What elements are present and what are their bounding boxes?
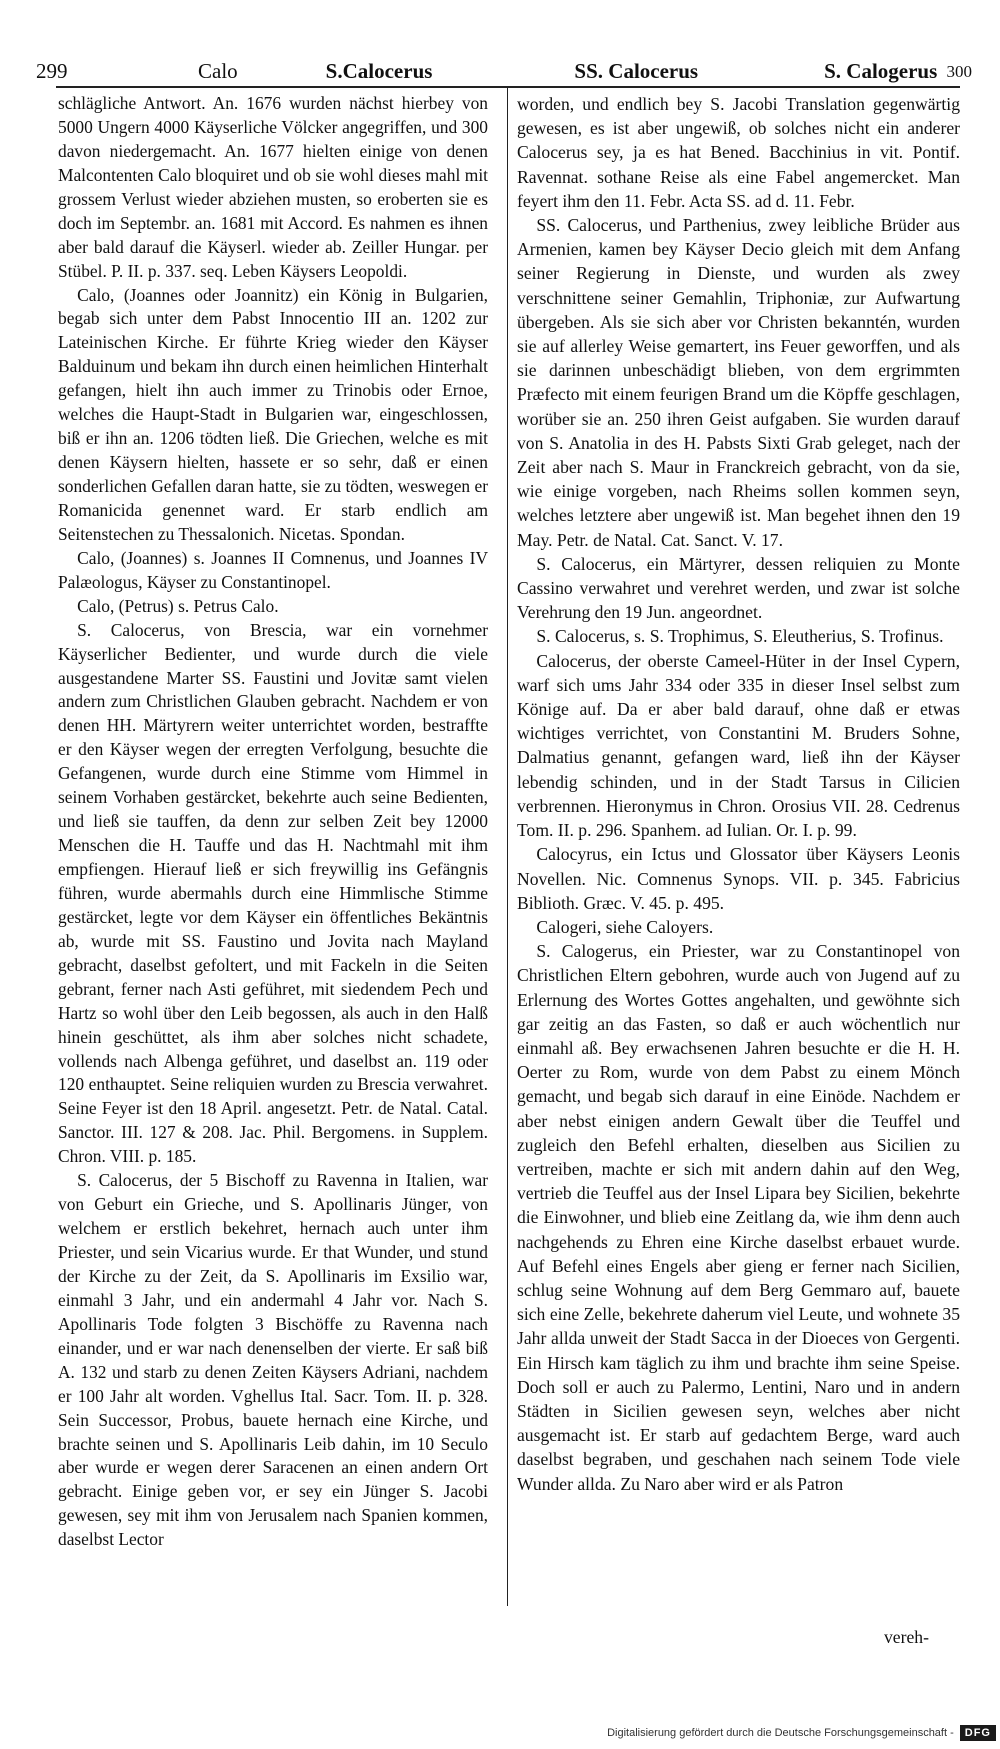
entry-paragraph: S. Calocerus, der 5 Bischoff zu Ravenna in Italien, war von Geburt ein Grieche, und S. Apollinaris Jünger, von welchem er erstlich bekehret, hernach auch unter ihm Priester, und sein Vicarius wurde. Er that Wunder, und stund der Kirche zu der Zeit, da S. Apollinaris im Exsilio war, einmahl 3 Jahr, und ein andermahl 4 Jahr vor. Nach S. Apollinaris Tode folgten 3 Bischöffe zu Ravenna nach einander, und er war nach denenselben der vierte. Er saß biß A. 132 und starb zu denen Zeiten Käysers Adriani, nachdem er 100 Jahr alt worden. Vghellus Ital. Sacr. Tom. II. p. 328. Sein Successor, Probus, bauete hernach eine Kirche, und brachte seinen und S. Apollinaris Leib dahin, im 10 Seculo aber wurde er wegen derer Saracenen an einen andern Ort gebracht. Einige geben vor, er sey ein Jünger S. Jacobi gewesen, sey mit ihm von Jerusalem nach Spanien kommen, daselbst Lector [58,1170,488,1550]
column-divider [507,86,508,1606]
header-keyword-left-2: S.Calocerus [325,59,433,83]
entry-paragraph: worden, und endlich bey S. Jacobi Translation gegenwärtig gewesen, es ist aber ungewiß, ob solches nicht ein anderer Calocerus sey, ja es hat Bened. Bacchinius in vit. Pontif. Ravennat. sothane Reise als eine Fabel angemercket. Man feyert ihm den 11. Febr. Acta SS. ad d. 11. Febr. [517,94,960,211]
entry-paragraph: Calo, (Petrus) s. Petrus Calo. [77,595,279,616]
entry-paragraph: schlägliche Antwort. An. 1676 wurden nächst hierbey von 5000 Ungern 4000 Käyserliche Völcker angegriffen, und 300 davon niedergemacht. An. 1677 hielten einige von denen Malcontenten Calo bloquiret und ob sie wohl dieses mahl mit grossem Verlust wieder abziehen musten, so eroberten sie es doch im Septembr. an. 1681 mit Accord. Es nahmen es ihnen aber bald darauf die Käyserl. wieder ab. Zeiller Hungar. per Stübel. P. II. p. 337. seq. Leben Käysers Leopoldi. [58,93,488,281]
entry-paragraph: S. Calocerus, von Brescia, war ein vornehmer Käyserlicher Bedienter, und wurde durch die viele ausgestandene Marter SS. Faustini und Jovitæ samt vielen andern zum Christlichen Glauben gebracht. Nachdem er von denen HH. Märtyrern weiter unterrichtet worden, bestraffte er den Käyser wegen der erregten Verfolgung, besuchte die Gefangenen, wurde durch eine Stimme vom Himmel in seinem Vorhaben gestärcket, bekehrte auch seine Bedienten, und ließ sie tauffen, da denn zur selben Zeit bey 12000 Menschen die H. Tauffe und das H. Nachtmahl mit ihm empfiengen. Hierauf ließ er sich freywillig ins Gefängnis führen, wurde abermahls durch eine Himmlische Stimme gestärcket, legte vor dem Käyser ein öffentliches Bekäntnis ab, wurde mit SS. Faustino und Jovita nach Mayland gebracht, daselbst gefoltert, und mit Fackeln in die Seiten gebrant, ferner nach Asti geführet, mit siedendem Pech und Hartz so wohl über den Leib begossen, als auch in den Halß hinein geschüttet, als ihm aber solches nicht schadete, vollends nach Albenga geführet, und daselbst an. 119 oder 120 enthauptet. Seine reliquien wurden zu Brescia verwahret. Seine Feyer ist den 18 April. angesetzt. Petr. de Natal. Catal. Sanctor. III. 127 & 208. Jac. Phil. Bergomens. in Supplem. Chron. VIII. p. 185. [58,619,488,1167]
header-keyword-right-2: S. Calogerus [824,59,938,83]
left-column [58,92,488,1552]
entry-paragraph: S. Calogerus, ein Priester, war zu Constantinopel von Christlichen Eltern gebohren, wurde auch von Jugend auf zu Erlernung des Wortes Gottes angehalten, und gewöhnte sich gar zeitig an das Fasten, so daß er auch wöchentlich nur einmahl aß. Bey erwachsenen Jahren besuchte er die H. H. Oerter zu Rom, wurde von dem Pabst zu einem Mönch gemacht, und begab sich darauf in eine Einöde. Nachdem er aber nebst einigen andern Gewalt über die Teuffel und zugleich den Befehl erhalten, dieselben aus Sicilien zu vertreiben, machte er sich mit andern dahin auf den Weg, vertrieb die Teuffel aus der Insel Lipara bey Sicilien, bekehrte die Einwohner, und blieb eine Zeitlang da, wie ihm denn auch nachgehends zu Ehren eine Kirche daselbst erbauet wurde. Auf Befehl eines Engels aber gieng er ferner nach Sicilien, schlug seine Wohnung auf dem Berg Gemmaro auf, bauete sich eine Zelle, bekehrete daherum viel Leute, und wohnete 35 Jahr allda unweit der Stadt Sacca in der Dioeces von Gergenti. Ein Hirsch kam täglich zu ihm und brachte ihm seine Speise. Doch soll er auch zu Palermo, Lentini, Naro und in andern Städten in Sicilien gewesen seyn, welches aber nicht ausgemacht ist. Er starb auf gedachtem Berge, ward auch daselbst begraben, und geschahen nach seinem Tode viele Wunder allda. Zu Naro aber wird er als Patron [517,941,960,1494]
header-keyword-right-1: SS. Calocerus [574,59,699,83]
catchword: vereh- [884,1627,929,1647]
digitization-footer [560,1722,1000,1744]
entry-paragraph: Calogeri, siehe Caloyers. [536,916,714,937]
page-number-right: 300 [946,62,972,81]
right-column [517,92,960,1496]
header-keyword-left-1: Calo [198,59,238,83]
footer-text: Digitalisierung gefördert durch die Deutsche Forschungsgemeinschaft - [607,1727,954,1739]
entry-paragraph: S. Calocerus, ein Märtyrer, dessen reliquien zu Monte Cassino verwahret und verehret werden, und zwar ist solche Verehrung den 19 Jun. angeordnet. [517,553,960,623]
running-header [36,48,972,84]
entry-paragraph: S. Calocerus, s. S. Trophimus, S. Eleutherius, S. Trofinus. [536,626,944,647]
entry-paragraph: Calocyrus, ein Ictus und Glossator über Käysers Leonis Novellen. Nic. Comnenus Synops. VII. p. 345. Fabricius Biblioth. Græc. V. 45. p. 495. [517,844,960,913]
header-rule [56,86,960,88]
entry-paragraph: SS. Calocerus, und Parthenius, zwey leibliche Brüder aus Armenien, kamen bey Käyser Decio gleich mit dem Anfang seiner Regierung in Dienste, und wurden als zwey verschnittene seiner Gemahlin, Triphoniæ, zur Aufwartung übergeben. Als sie sich aber vor Christen bekanntén, wurden sie auf allerley Weise gemartert, ins Feuer geworffen, und als sie darinnen unbeschädigt blieben, von dem ergrimmten Præfecto mit einem feurigen Brand um die Köpffe geschlagen, worüber sie an. 250 ihren Geist aufgaben. Sie wurden darauf von S. Anatolia in des H. Pabsts Sixti Grab geleget, nach der Zeit aber nach S. Maur in Franckreich gebracht, von da sie, wie einige vorgeben, nach Rheims sollen kommen seyn, welches letztere aber ungewiß ist. Man begehet ihnen den 19 May. Petr. de Natal. Cat. Sanct. V. 17. [517,215,960,550]
page-number-left: 299 [36,59,68,83]
entry-paragraph: Calo, (Joannes oder Joannitz) ein König in Bulgarien, begab sich unter dem Pabst Innocentio III an. 1202 zur Lateinischen Kirche. Er führte Krieg wieder den Käyser Balduinum und bekam ihn durch einen heimlichen Hinterhalt gefangen, hielt ihn auch immer zu Trinobis oder Ernoe, welches die Haupt-Stadt in Bulgarien war, eingeschlossen, biß er ihn an. 1206 tödten ließ. Die Griechen, welche es mit denen Käysern hielten, hassete er so sehr, daß er einen sonderlichen Gefallen daran hatte, sie zu tödten, weswegen er Romanicida genennet ward. Er starb endlich am Seitenstechen zu Thessalonich. Nicetas. Spondan. [58,284,488,544]
dfg-logo: DFG [960,1725,996,1741]
entry-paragraph: Calocerus, der oberste Cameel-Hüter in der Insel Cypern, warf sich ums Jahr 334 oder 335 in dieser Insel selbst zum Könige auf. Da er aber bald darauf, ohne daß er etwas wichtiges verrichtet, von Constantini M. Bruders Sohne, Dalmatius genannt, gefangen ward, ließ ihn der Käyser lebendig schinden, und in der Stadt Tarsus in Cilicien verbrennen. Hieronymus in Chron. Orosius VII. 28. Cedrenus Tom. II. p. 296. Spanhem. ad Iulian. Or. I. p. 99. [517,650,960,841]
entry-paragraph: Calo, (Joannes) s. Joannes II Comnenus, und Joannes IV Palæologus, Käyser zu Constantinopel. [58,547,488,592]
